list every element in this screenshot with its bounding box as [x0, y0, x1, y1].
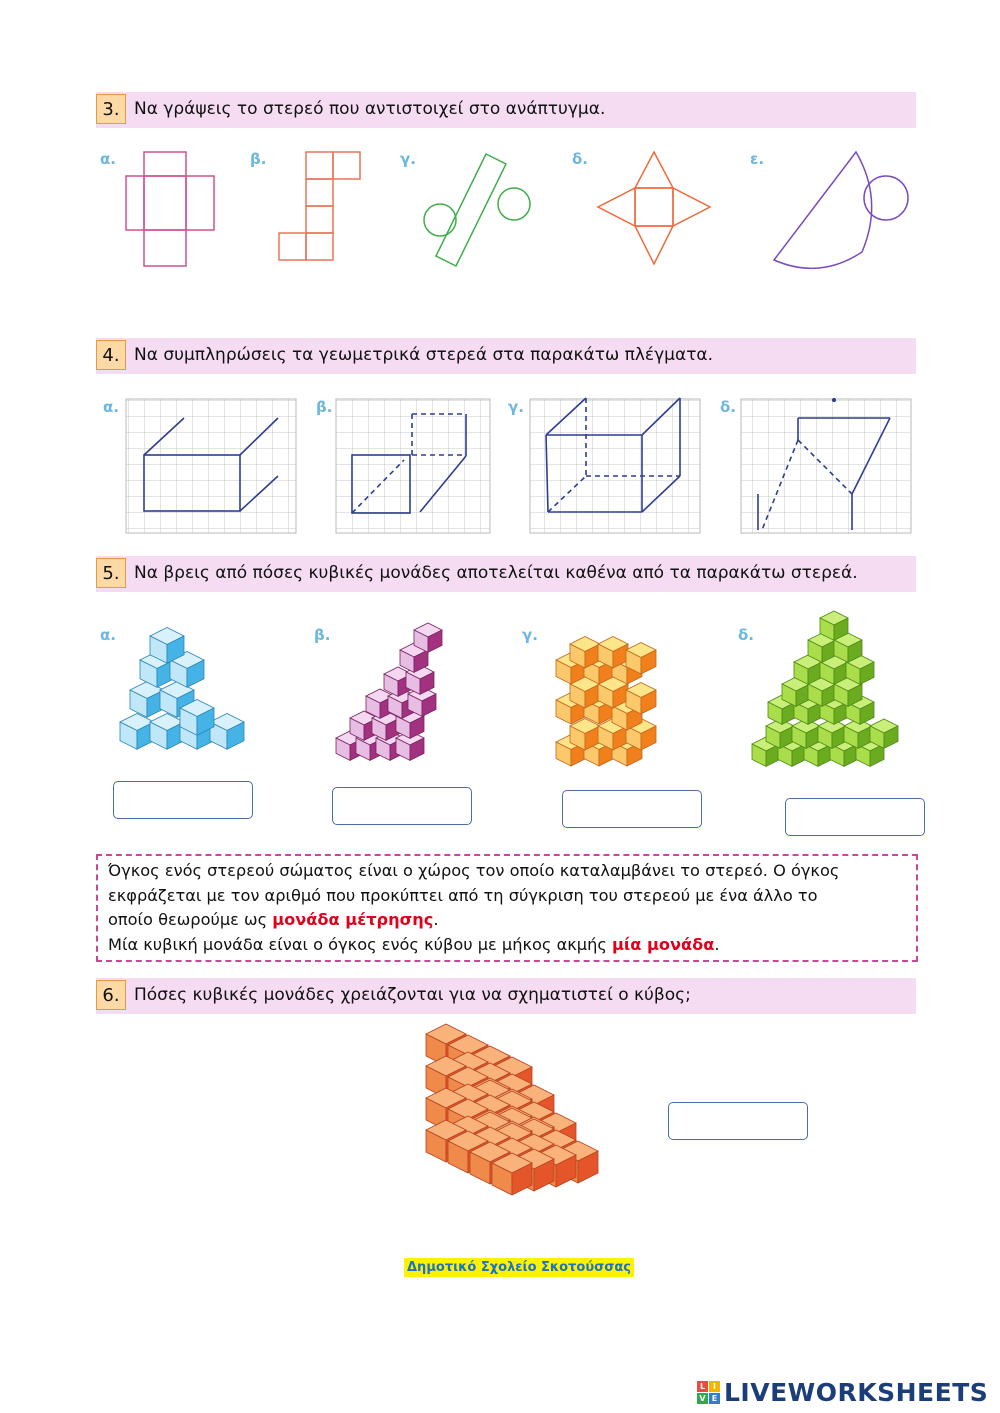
question-text: Να συμπληρώσεις τα γεωμετρικά στερεά στα παρακάτω πλέγματα. [134, 345, 714, 365]
label-a: α. [100, 150, 117, 168]
label-c: γ. [508, 398, 524, 416]
question-text: Να βρεις από πόσες κυβικές μονάδες αποτελείται καθένα από τα παρακάτω στερεά. [134, 563, 858, 583]
highlight-text: μονάδα μέτρησης [272, 910, 434, 929]
question-number: 5. [96, 558, 126, 588]
label-b: β. [314, 626, 331, 644]
label-d: δ. [572, 150, 589, 168]
school-credit: Δημοτικό Σχολείο Σκοτούσσας [404, 1258, 634, 1277]
brand-name: LIVEWORKSHEETS [724, 1377, 989, 1407]
label-c: γ. [400, 150, 416, 168]
label-c: γ. [522, 626, 538, 644]
answer-input-cube[interactable] [668, 1102, 808, 1140]
info-line: εκφράζεται με τον αριθμό που προκύπτει από τη σύγκριση του στερεού με ένα άλλο το [108, 885, 818, 905]
label-d: δ. [720, 398, 737, 416]
label-b: β. [250, 150, 267, 168]
question-number: 6. [96, 980, 126, 1010]
question-text: Να γράψεις το στερεό που αντιστοιχεί στο ανάπτυγμα. [134, 99, 606, 119]
label-b: β. [316, 398, 333, 416]
info-line: Μία κυβική μονάδα είναι ο όγκος ενός κύβου με μήκος ακμής μία μονάδα. [108, 934, 720, 954]
highlight-text: μία μονάδα [612, 934, 715, 954]
question-number: 3. [96, 94, 126, 124]
logo-icon: L I V E [697, 1381, 720, 1404]
liveworksheets-logo [697, 1378, 988, 1406]
info-line: οποίο θεωρούμε ως μονάδα μέτρησης. [108, 910, 439, 929]
label-a: α. [103, 398, 120, 416]
question-number: 4. [96, 340, 126, 370]
label-a: α. [100, 626, 117, 644]
label-d: δ. [738, 626, 755, 644]
label-e: ε. [750, 150, 765, 168]
info-line: Όγκος ενός στερεού σώματος είναι ο χώρος τον οποίο καταλαμβάνει το στερεό. Ο όγκος [108, 861, 840, 880]
question-text: Πόσες κυβικές μονάδες χρειάζονται για να σχηματιστεί ο κύβος; [134, 985, 691, 1005]
